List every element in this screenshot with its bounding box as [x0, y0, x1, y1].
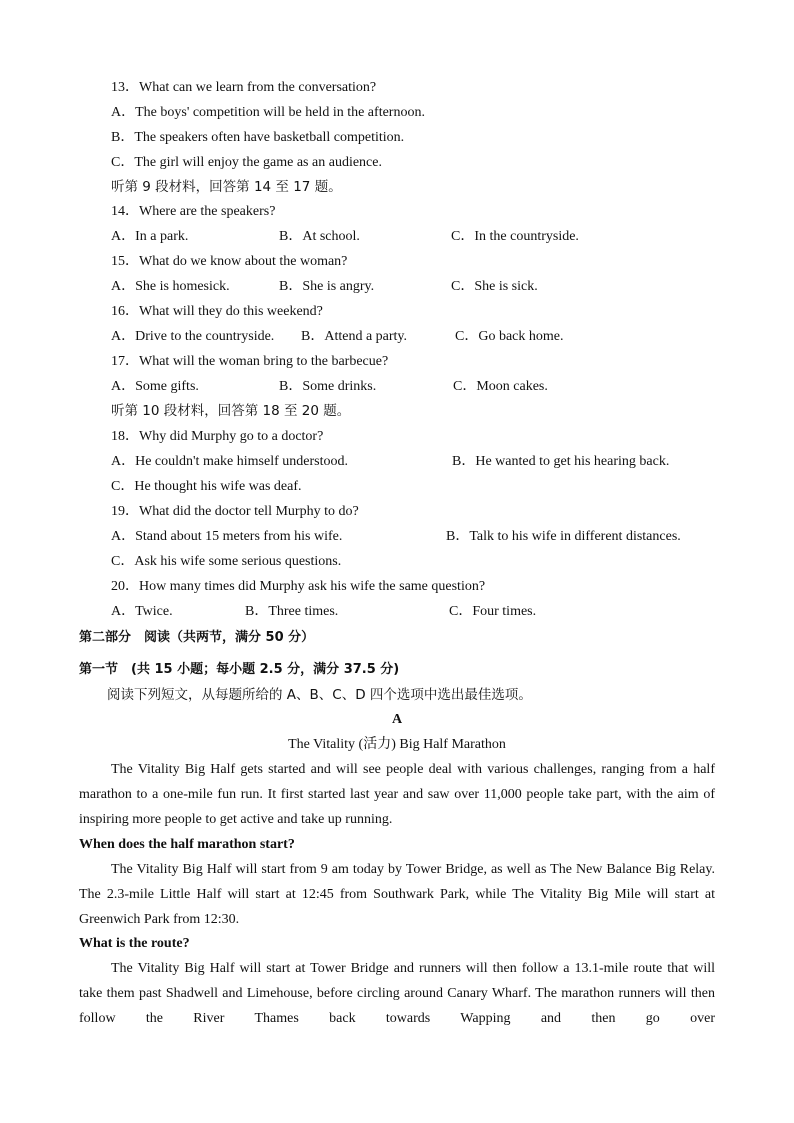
question-15: 15．What do we know about the woman? — [111, 254, 348, 269]
passage-paragraph-1: The Vitality Big Half gets started and will see people deal with various challenges, ranging from a half marathon to a one-mile fun run. It first started last year and saw over 11,000 people take part, with the aim of inspiring more people to get active and take up running. — [79, 762, 715, 827]
q18-option-b: B．He wanted to get his hearing back. — [452, 454, 670, 469]
q17-option-a: A．Some gifts. — [111, 379, 199, 394]
heading-route: What is the route? — [79, 936, 190, 951]
q19-option-a: A．Stand about 15 meters from his wife. — [111, 529, 343, 544]
q19-option-c: C．Ask his wife some serious questions. — [111, 554, 342, 569]
q18-option-c: C．He thought his wife was deaf. — [111, 479, 302, 494]
q13-option-a: A．The boys' competition will be held in the afternoon. — [111, 105, 425, 120]
q20-option-c: C．Four times. — [449, 604, 537, 619]
question-16: 16．What will they do this weekend? — [111, 304, 323, 319]
q14-option-a: A．In a park. — [111, 229, 189, 244]
q15-option-c: C．She is sick. — [451, 279, 538, 294]
question-19: 19．What did the doctor tell Murphy to do? — [111, 504, 359, 519]
q15-option-b: B．She is angry. — [279, 279, 375, 294]
q13-option-c: C．The girl will enjoy the game as an audience. — [111, 155, 382, 170]
q13-option-b: B．The speakers often have basketball competition. — [111, 130, 405, 145]
question-18: 18．Why did Murphy go to a doctor? — [111, 429, 324, 444]
reading-part-title: 第二部分 阅读（共两节，满分 50 分） — [79, 630, 315, 645]
q16-option-c: C．Go back home. — [455, 329, 564, 344]
q14-option-b: B．At school. — [279, 229, 360, 244]
passage-title: The Vitality (活力) Big Half Marathon — [288, 737, 506, 752]
q17-option-b: B．Some drinks. — [279, 379, 377, 394]
q16-option-a: A．Drive to the countryside. — [111, 329, 275, 344]
passage-paragraph-2: The Vitality Big Half will start from 9 am today by Tower Bridge, as well as The New Balance Big Relay. The 2.3-mile Little Half will start at 12:45 from Southwark Park, while The Vitality Big Mile will start at Greenwich Park from 12:30. — [79, 862, 715, 927]
section-10-instruction: 听第 10 段材料，回答第 18 至 20 题。 — [111, 403, 351, 419]
passage-paragraph-3: The Vitality Big Half will start at Tower Bridge and runners will then follow a 13.1-mile route that will take them past Shadwell and Limehouse, before circling around Canary Wharf. The marathon runners will then follow the River Thames back towards Wapping and then go over — [79, 961, 715, 1026]
q16-option-b: B．Attend a party. — [301, 329, 408, 344]
q14-option-c: C．In the countryside. — [451, 229, 579, 244]
question-17: 17．What will the woman bring to the barbecue? — [111, 354, 389, 369]
q17-option-c: C．Moon cakes. — [453, 379, 548, 394]
q19-option-b: B．Talk to his wife in different distances. — [446, 529, 681, 544]
q20-option-b: B．Three times. — [245, 604, 339, 619]
reading-instruction: 阅读下列短文，从每题所给的 A、B、C、D 四个选项中选出最佳选项。 — [107, 687, 532, 703]
q18-option-a: A．He couldn't make himself understood. — [111, 454, 348, 469]
reading-section-title: 第一节 (共 15 小题；每小题 2.5 分，满分 37.5 分) — [79, 662, 400, 677]
question-20: 20．How many times did Murphy ask his wife the same question? — [111, 579, 486, 594]
passage-letter: A — [391, 712, 403, 727]
question-14: 14．Where are the speakers? — [111, 204, 276, 219]
section-9-instruction: 听第 9 段材料，回答第 14 至 17 题。 — [111, 179, 342, 195]
q20-option-a: A．Twice. — [111, 604, 173, 619]
q15-option-a: A．She is homesick. — [111, 279, 230, 294]
question-13: 13．What can we learn from the conversation? — [111, 80, 377, 95]
heading-half-marathon-start: When does the half marathon start? — [79, 837, 295, 852]
